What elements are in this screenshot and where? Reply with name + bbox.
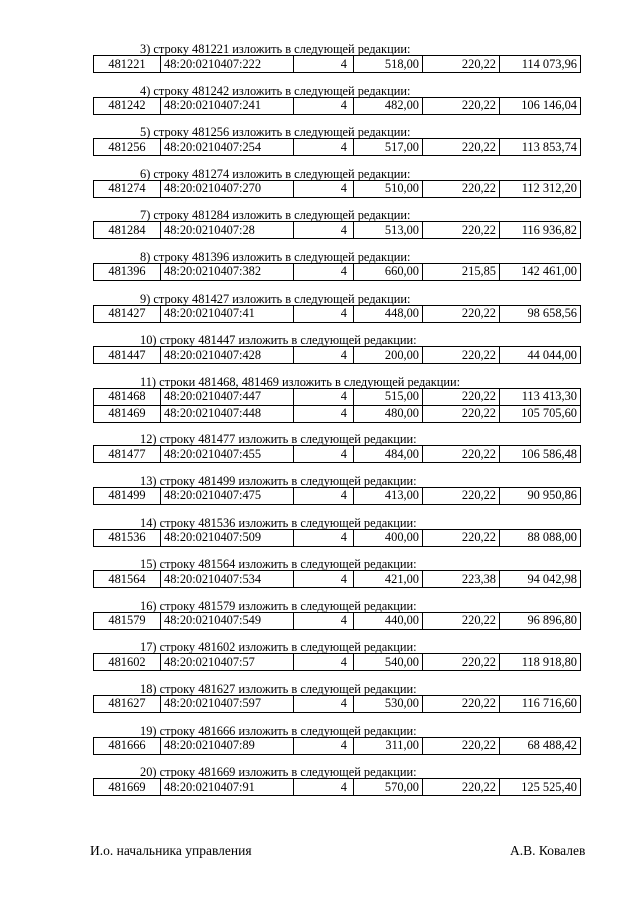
value-cell: 113 853,74 <box>500 139 581 156</box>
value-cell: 106 586,48 <box>500 446 581 463</box>
amendment-block <box>0 632 640 674</box>
rate-cell: 220,22 <box>423 305 500 322</box>
area-cell: 448,00 <box>354 305 423 322</box>
table-row <box>94 571 581 588</box>
table-row <box>94 222 581 239</box>
cadastral-number-cell: 48:20:0210407:382 <box>161 263 294 280</box>
area-cell: 513,00 <box>354 222 423 239</box>
cadastral-number-cell: 48:20:0210407:57 <box>161 654 294 671</box>
area-cell: 482,00 <box>354 97 423 114</box>
amendment-table <box>93 97 581 115</box>
amendment-table <box>93 346 581 364</box>
amendment-table <box>93 570 581 588</box>
amendment-block <box>0 716 640 758</box>
group-cell: 4 <box>294 388 354 405</box>
group-cell: 4 <box>294 446 354 463</box>
row-number-cell: 481396 <box>94 263 161 280</box>
group-cell: 4 <box>294 779 354 796</box>
amendment-block <box>0 159 640 201</box>
amendment-block <box>0 325 640 367</box>
amendment-table <box>93 445 581 463</box>
cadastral-number-cell: 48:20:0210407:447 <box>161 388 294 405</box>
row-number-cell: 481274 <box>94 180 161 197</box>
amendment-table <box>93 487 581 505</box>
row-number-cell: 481242 <box>94 97 161 114</box>
rate-cell: 220,22 <box>423 446 500 463</box>
signatory-name: А.В. Ковалев <box>510 843 586 858</box>
amendment-block <box>0 674 640 716</box>
amendment-block <box>0 242 640 284</box>
value-cell: 44 044,00 <box>500 347 581 364</box>
amendment-heading: 18) строку 481627 изложить в следующей редакции: <box>140 681 417 696</box>
amendment-heading: 11) строки 481468, 481469 изложить в следующей редакции: <box>140 374 461 389</box>
row-number-cell: 481669 <box>94 779 161 796</box>
rate-cell: 220,22 <box>423 779 500 796</box>
rate-cell: 220,22 <box>423 222 500 239</box>
rate-cell: 220,22 <box>423 487 500 504</box>
area-cell: 484,00 <box>354 446 423 463</box>
value-cell: 98 658,56 <box>500 305 581 322</box>
group-cell: 4 <box>294 347 354 364</box>
amendment-block <box>0 34 640 76</box>
table-row <box>94 56 581 73</box>
area-cell: 480,00 <box>354 405 423 422</box>
row-number-cell: 481499 <box>94 487 161 504</box>
group-cell: 4 <box>294 737 354 754</box>
amendment-heading: 6) строку 481274 изложить в следующей редакции: <box>140 166 411 181</box>
rate-cell: 220,22 <box>423 405 500 422</box>
value-cell: 112 312,20 <box>500 180 581 197</box>
group-cell: 4 <box>294 654 354 671</box>
value-cell: 68 488,42 <box>500 737 581 754</box>
value-cell: 142 461,00 <box>500 263 581 280</box>
area-cell: 200,00 <box>354 347 423 364</box>
group-cell: 4 <box>294 56 354 73</box>
area-cell: 570,00 <box>354 779 423 796</box>
amendment-heading: 9) строку 481427 изложить в следующей редакции: <box>140 291 411 306</box>
row-number-cell: 481627 <box>94 695 161 712</box>
amendment-heading: 14) строку 481536 изложить в следующей редакции: <box>140 515 417 530</box>
area-cell: 515,00 <box>354 388 423 405</box>
row-number-cell: 481468 <box>94 388 161 405</box>
cadastral-number-cell: 48:20:0210407:28 <box>161 222 294 239</box>
table-row <box>94 529 581 546</box>
amendment-table <box>93 529 581 547</box>
amendments-list <box>0 34 640 799</box>
value-cell: 113 413,30 <box>500 388 581 405</box>
table-row <box>94 405 581 422</box>
amendment-heading: 8) строку 481396 изложить в следующей редакции: <box>140 249 411 264</box>
rate-cell: 220,22 <box>423 737 500 754</box>
row-number-cell: 481221 <box>94 56 161 73</box>
value-cell: 116 716,60 <box>500 695 581 712</box>
table-row <box>94 737 581 754</box>
rate-cell: 220,22 <box>423 97 500 114</box>
cadastral-number-cell: 48:20:0210407:509 <box>161 529 294 546</box>
row-number-cell: 481284 <box>94 222 161 239</box>
amendment-block <box>0 591 640 633</box>
rate-cell: 220,22 <box>423 388 500 405</box>
table-row <box>94 487 581 504</box>
amendment-heading: 15) строку 481564 изложить в следующей редакции: <box>140 557 417 572</box>
cadastral-number-cell: 48:20:0210407:41 <box>161 305 294 322</box>
amendment-table <box>93 138 581 156</box>
value-cell: 125 525,40 <box>500 779 581 796</box>
table-row <box>94 97 581 114</box>
group-cell: 4 <box>294 263 354 280</box>
table-row <box>94 139 581 156</box>
amendment-table <box>93 55 581 73</box>
value-cell: 96 896,80 <box>500 612 581 629</box>
rate-cell: 220,22 <box>423 139 500 156</box>
area-cell: 440,00 <box>354 612 423 629</box>
amendment-heading: 10) строку 481447 изложить в следующей редакции: <box>140 333 417 348</box>
amendment-block <box>0 76 640 118</box>
group-cell: 4 <box>294 180 354 197</box>
amendment-block <box>0 200 640 242</box>
amendment-heading: 16) строку 481579 изложить в следующей редакции: <box>140 598 417 613</box>
area-cell: 660,00 <box>354 263 423 280</box>
cadastral-number-cell: 48:20:0210407:597 <box>161 695 294 712</box>
group-cell: 4 <box>294 97 354 114</box>
amendment-table <box>93 695 581 713</box>
row-number-cell: 481564 <box>94 571 161 588</box>
rate-cell: 215,85 <box>423 263 500 280</box>
table-row <box>94 347 581 364</box>
row-number-cell: 481666 <box>94 737 161 754</box>
table-row <box>94 446 581 463</box>
value-cell: 90 950,86 <box>500 487 581 504</box>
amendment-heading: 7) строку 481284 изложить в следующей редакции: <box>140 208 411 223</box>
signatory-position: И.о. начальника управления <box>90 843 252 858</box>
cadastral-number-cell: 48:20:0210407:91 <box>161 779 294 796</box>
group-cell: 4 <box>294 405 354 422</box>
amendment-block <box>0 508 640 550</box>
row-number-cell: 481447 <box>94 347 161 364</box>
amendment-table <box>93 778 581 796</box>
group-cell: 4 <box>294 695 354 712</box>
group-cell: 4 <box>294 529 354 546</box>
area-cell: 510,00 <box>354 180 423 197</box>
group-cell: 4 <box>294 612 354 629</box>
amendment-table <box>93 612 581 630</box>
amendment-heading: 19) строку 481666 изложить в следующей редакции: <box>140 723 417 738</box>
area-cell: 540,00 <box>354 654 423 671</box>
table-row <box>94 779 581 796</box>
row-number-cell: 481469 <box>94 405 161 422</box>
amendment-block <box>0 284 640 326</box>
amendment-heading: 5) строку 481256 изложить в следующей редакции: <box>140 125 411 140</box>
cadastral-number-cell: 48:20:0210407:254 <box>161 139 294 156</box>
rate-cell: 220,22 <box>423 347 500 364</box>
amendment-table <box>93 388 581 423</box>
group-cell: 4 <box>294 222 354 239</box>
cadastral-number-cell: 48:20:0210407:241 <box>161 97 294 114</box>
value-cell: 105 705,60 <box>500 405 581 422</box>
value-cell: 114 073,96 <box>500 56 581 73</box>
cadastral-number-cell: 48:20:0210407:89 <box>161 737 294 754</box>
cadastral-number-cell: 48:20:0210407:534 <box>161 571 294 588</box>
amendment-table <box>93 221 581 239</box>
value-cell: 88 088,00 <box>500 529 581 546</box>
table-row <box>94 180 581 197</box>
value-cell: 106 146,04 <box>500 97 581 114</box>
table-row <box>94 654 581 671</box>
amendment-block <box>0 367 640 425</box>
cadastral-number-cell: 48:20:0210407:455 <box>161 446 294 463</box>
amendment-block <box>0 466 640 508</box>
row-number-cell: 481602 <box>94 654 161 671</box>
amendment-heading: 3) строку 481221 изложить в следующей редакции: <box>140 42 411 56</box>
rate-cell: 220,22 <box>423 612 500 629</box>
row-number-cell: 481477 <box>94 446 161 463</box>
amendment-block <box>0 424 640 466</box>
value-cell: 118 918,80 <box>500 654 581 671</box>
area-cell: 400,00 <box>354 529 423 546</box>
area-cell: 421,00 <box>354 571 423 588</box>
row-number-cell: 481536 <box>94 529 161 546</box>
row-number-cell: 481579 <box>94 612 161 629</box>
table-row <box>94 612 581 629</box>
table-row <box>94 305 581 322</box>
area-cell: 413,00 <box>354 487 423 504</box>
amendment-table <box>93 180 581 198</box>
table-row <box>94 695 581 712</box>
rate-cell: 220,22 <box>423 529 500 546</box>
value-cell: 94 042,98 <box>500 571 581 588</box>
area-cell: 530,00 <box>354 695 423 712</box>
group-cell: 4 <box>294 305 354 322</box>
cadastral-number-cell: 48:20:0210407:549 <box>161 612 294 629</box>
cadastral-number-cell: 48:20:0210407:222 <box>161 56 294 73</box>
rate-cell: 220,22 <box>423 654 500 671</box>
area-cell: 311,00 <box>354 737 423 754</box>
amendment-table <box>93 305 581 323</box>
amendment-heading: 4) строку 481242 изложить в следующей редакции: <box>140 83 411 98</box>
amendment-heading: 20) строку 481669 изложить в следующей редакции: <box>140 765 417 780</box>
rate-cell: 220,22 <box>423 56 500 73</box>
amendment-heading: 13) строку 481499 изложить в следующей редакции: <box>140 473 417 488</box>
table-row <box>94 388 581 405</box>
group-cell: 4 <box>294 139 354 156</box>
table-row <box>94 263 581 280</box>
row-number-cell: 481427 <box>94 305 161 322</box>
amendment-block <box>0 549 640 591</box>
area-cell: 517,00 <box>354 139 423 156</box>
rate-cell: 220,22 <box>423 180 500 197</box>
cadastral-number-cell: 48:20:0210407:428 <box>161 347 294 364</box>
cadastral-number-cell: 48:20:0210407:448 <box>161 405 294 422</box>
cadastral-number-cell: 48:20:0210407:475 <box>161 487 294 504</box>
amendment-block <box>0 757 640 799</box>
amendment-heading: 17) строку 481602 изложить в следующей редакции: <box>140 640 417 655</box>
cadastral-number-cell: 48:20:0210407:270 <box>161 180 294 197</box>
group-cell: 4 <box>294 571 354 588</box>
value-cell: 116 936,82 <box>500 222 581 239</box>
amendment-table <box>93 737 581 755</box>
amendment-block <box>0 117 640 159</box>
amendment-table <box>93 263 581 281</box>
rate-cell: 220,22 <box>423 695 500 712</box>
amendment-table <box>93 653 581 671</box>
group-cell: 4 <box>294 487 354 504</box>
area-cell: 518,00 <box>354 56 423 73</box>
amendment-heading: 12) строку 481477 изложить в следующей редакции: <box>140 432 417 447</box>
rate-cell: 223,38 <box>423 571 500 588</box>
row-number-cell: 481256 <box>94 139 161 156</box>
